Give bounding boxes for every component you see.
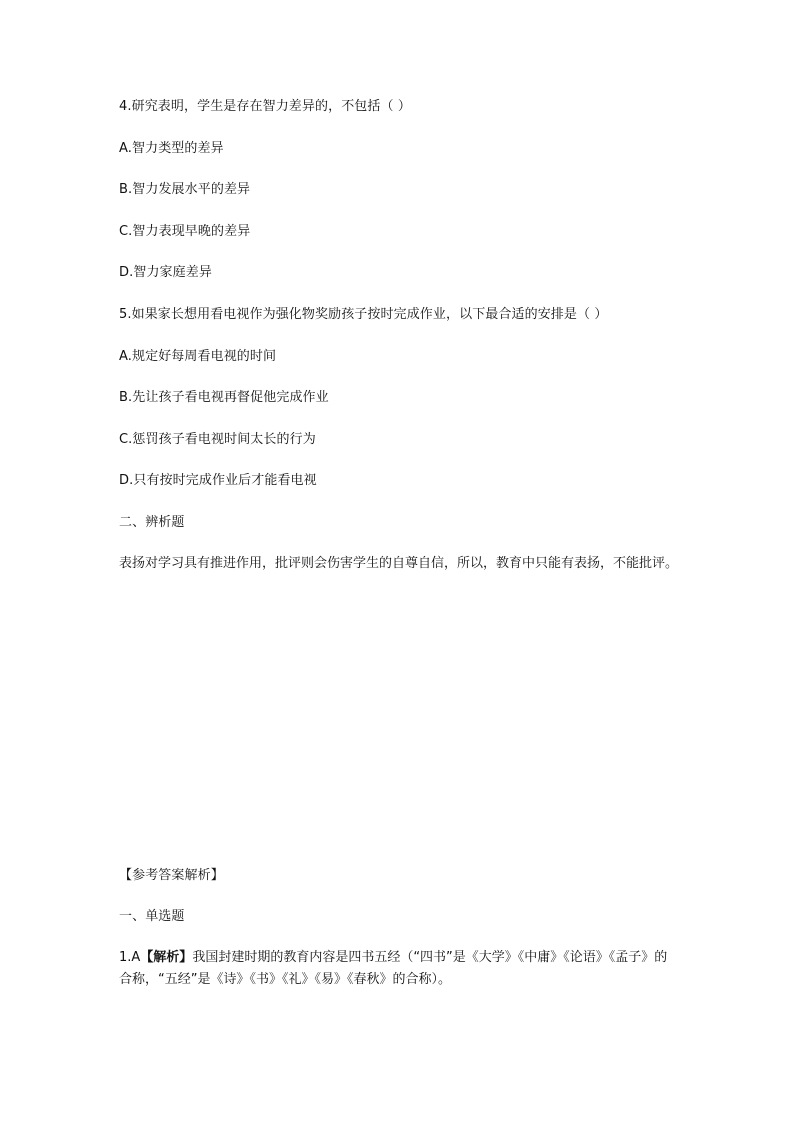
answer-item-1 — [119, 947, 679, 991]
answers-subheading: 一、单选题 — [119, 909, 185, 924]
question-4-option-d: D.智力家庭差异 — [119, 265, 212, 280]
section-2-heading: 二、辨析题 — [119, 515, 185, 530]
question-4-stem: 4.研究表明，学生是存在智力差异的，不包括（ ） — [119, 99, 411, 114]
question-5-option-c: C.惩罚孩子看电视时间太长的行为 — [119, 432, 316, 447]
question-5-option-a: A.规定好每周看电视的时间 — [119, 349, 277, 364]
section-2-body: 表扬对学习具有推进作用，批评则会伤害学生的自尊自信，所以，教育中只能有表扬，不能批评。 — [119, 556, 679, 571]
answer-item-1-body: 我国封建时期的教育内容是四书五经（“四书”是《大学》《中庸》《论语》《孟子》的合称，“五经”是《诗》《书》《礼》《易》《春秋》的合称）。 — [119, 950, 668, 987]
question-4-option-a: A.智力类型的差异 — [119, 141, 224, 156]
answers-heading: 【参考答案解析】 — [119, 868, 224, 883]
question-5-stem: 5.如果家长想用看电视作为强化物奖励孩子按时完成作业，以下最合适的安排是（ ） — [119, 307, 608, 322]
question-5-option-d: D.只有按时完成作业后才能看电视 — [119, 473, 317, 488]
answer-item-1-prefix: 1.A — [119, 950, 141, 965]
question-4-option-c: C.智力表现早晚的差异 — [119, 224, 251, 239]
question-5-option-b: B.先让孩子看电视再督促他完成作业 — [119, 390, 329, 405]
answer-item-1-label: 【解析】 — [140, 950, 193, 965]
question-4-option-b: B.智力发展水平的差异 — [119, 182, 251, 197]
